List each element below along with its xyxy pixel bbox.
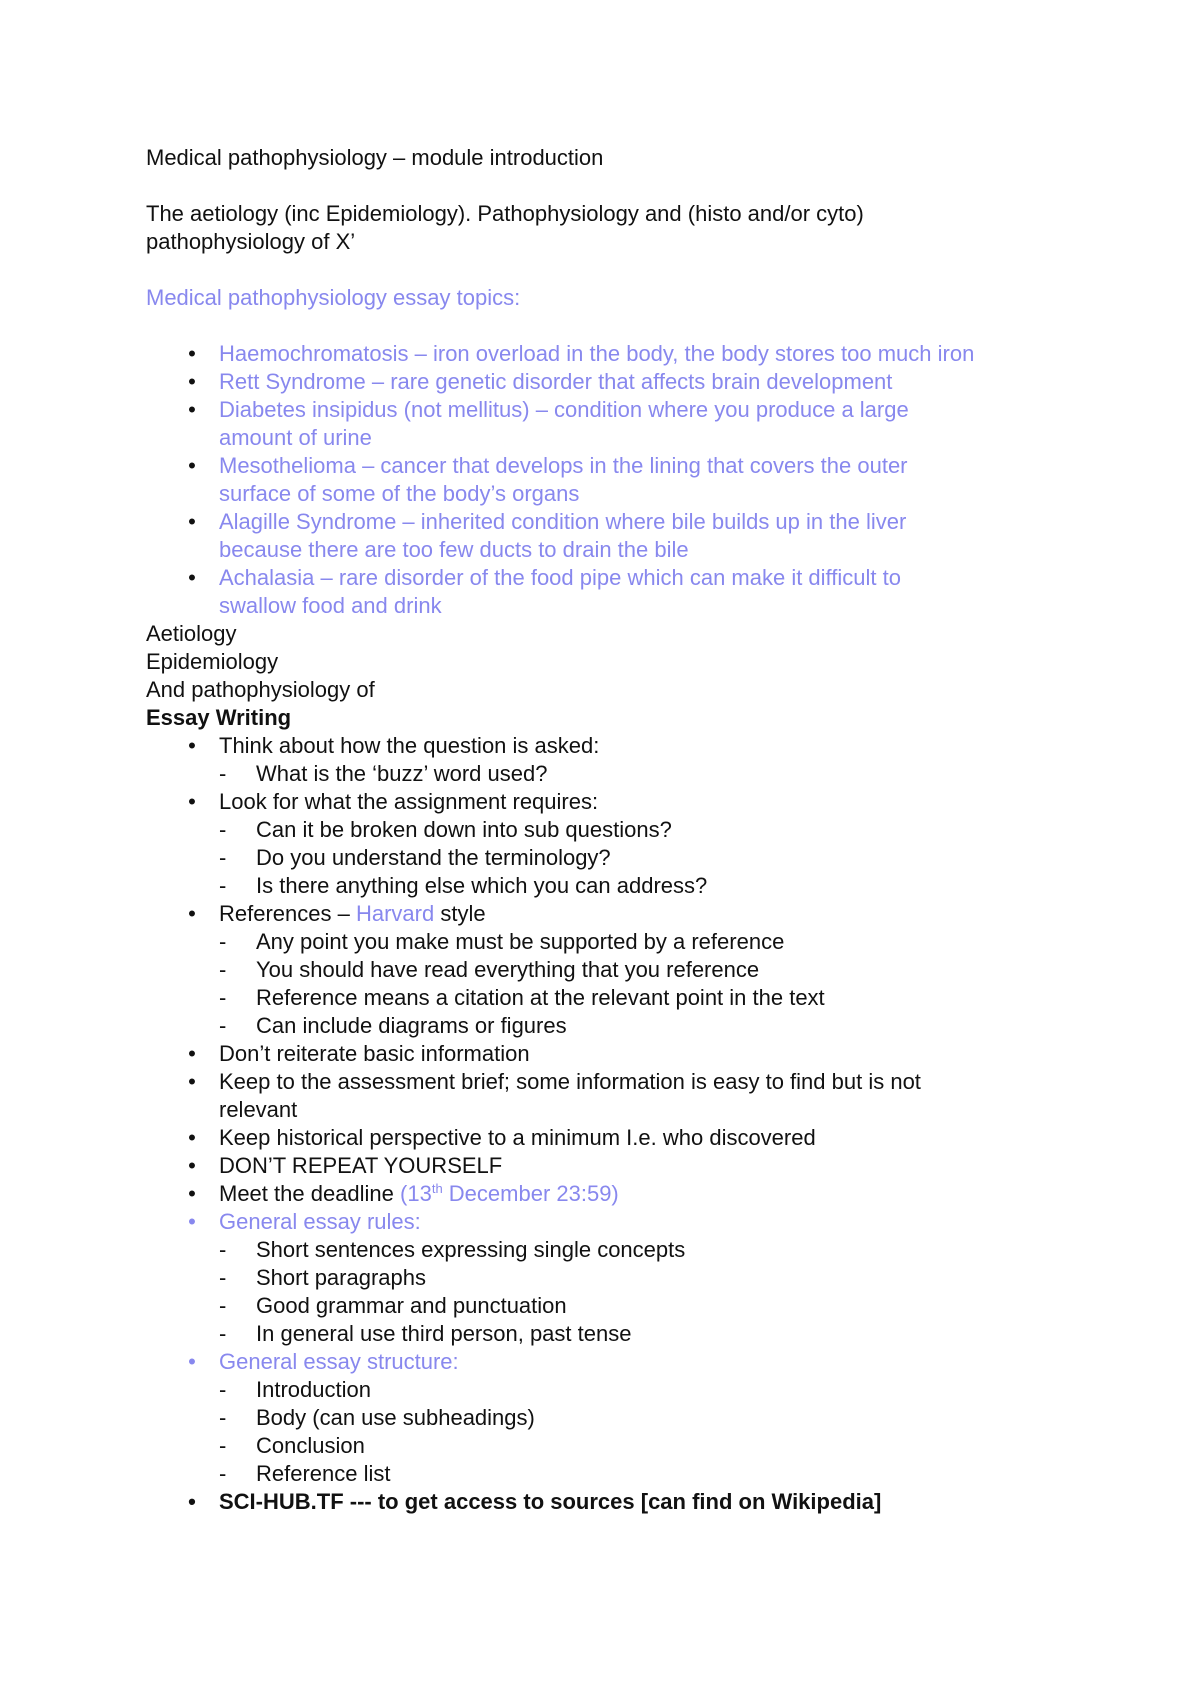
- sub-item-text: What is the ‘buzz’ word used?: [256, 761, 548, 786]
- sub-item: [146, 1460, 1086, 1488]
- bullet-icon: •: [188, 509, 196, 534]
- bullet-icon: •: [188, 565, 196, 590]
- pathophysiology-label: And pathophysiology of: [146, 677, 375, 702]
- document-page: [146, 144, 1086, 1516]
- list-item-label: General essay structure:: [219, 1349, 459, 1374]
- sub-item: [146, 1264, 1086, 1292]
- sub-item: [146, 956, 1086, 984]
- deadline-prefix: Meet the deadline: [219, 1181, 401, 1206]
- topic-list-item: [146, 340, 1086, 368]
- list-item-look: [146, 788, 1086, 816]
- topic-text-line: Haemochromatosis – iron overload in the body, the body stores too much iron: [219, 341, 975, 366]
- dash-icon: -: [219, 1265, 227, 1290]
- topics-heading: Medical pathophysiology essay topics:: [146, 285, 521, 310]
- list-item-label-line-2: relevant: [219, 1097, 298, 1122]
- bullet-icon: •: [188, 789, 196, 814]
- dash-icon: -: [219, 873, 227, 898]
- sub-item: [146, 1376, 1086, 1404]
- list-item-brief: [146, 1068, 1086, 1124]
- topic-text-line: swallow food and drink: [219, 593, 442, 618]
- list-item-label: Don’t reiterate basic information: [219, 1041, 530, 1066]
- sub-item: [146, 1320, 1086, 1348]
- topic-list-item: [146, 564, 1086, 620]
- bullet-icon: •: [188, 397, 196, 422]
- dash-icon: -: [219, 1405, 227, 1430]
- sub-item-text: Body (can use subheadings): [256, 1405, 535, 1430]
- intro-line-2: pathophysiology of X’: [146, 229, 356, 254]
- sub-item: [146, 1012, 1086, 1040]
- sub-item-text: Introduction: [256, 1377, 371, 1402]
- topic-list-item: [146, 368, 1086, 396]
- sub-item: [146, 816, 1086, 844]
- sub-item-text: Reference list: [256, 1461, 391, 1486]
- bullet-icon: •: [188, 1125, 196, 1150]
- topic-text-line: Mesothelioma – cancer that develops in the lining that covers the outer: [219, 453, 908, 478]
- sub-item-text: Is there anything else which you can address?: [256, 873, 708, 898]
- sub-item-text: Reference means a citation at the relevant point in the text: [256, 985, 825, 1010]
- list-item-rules: [146, 1208, 1086, 1236]
- dash-icon: -: [219, 1013, 227, 1038]
- sub-item: [146, 760, 1086, 788]
- intro-line-1: The aetiology (inc Epidemiology). Pathophysiology and (histo and/or cyto): [146, 201, 864, 226]
- deadline-rest: December 23:59): [442, 1181, 619, 1206]
- dash-icon: -: [219, 1377, 227, 1402]
- spacer: [146, 312, 1086, 340]
- topic-text-line: amount of urine: [219, 425, 372, 450]
- deadline-date: [400, 1181, 619, 1206]
- sub-item: [146, 984, 1086, 1012]
- sub-item-text: Do you understand the terminology?: [256, 845, 611, 870]
- topic-text-line: Rett Syndrome – rare genetic disorder that affects brain development: [219, 369, 893, 394]
- sub-item-text: Conclusion: [256, 1433, 365, 1458]
- list-item-label: Look for what the assignment requires:: [219, 789, 599, 814]
- references-prefix: References –: [219, 901, 356, 926]
- sub-item-text: Short sentences expressing single concepts: [256, 1237, 686, 1262]
- aetiology-label: Aetiology: [146, 621, 237, 646]
- list-item-repeat: [146, 1152, 1086, 1180]
- sub-item: [146, 872, 1086, 900]
- list-item-label: SCI-HUB.TF --- to get access to sources [can find on Wikipedia]: [219, 1489, 882, 1514]
- harvard-link[interactable]: Harvard: [355, 901, 435, 926]
- list-item-structure: [146, 1348, 1086, 1376]
- sub-item-text: Any point you make must be supported by a reference: [256, 929, 785, 954]
- bullet-icon: •: [188, 341, 196, 366]
- sub-item: [146, 1292, 1086, 1320]
- dash-icon: -: [219, 985, 227, 1010]
- list-item-label: General essay rules:: [219, 1209, 421, 1234]
- list-item-scihub: [146, 1488, 1086, 1516]
- sub-item-text: In general use third person, past tense: [256, 1321, 632, 1346]
- bullet-icon: •: [188, 1349, 196, 1374]
- deadline-day: (13: [400, 1181, 432, 1206]
- epidemiology-label: Epidemiology: [146, 649, 279, 674]
- bullet-icon: •: [188, 733, 196, 758]
- bullet-icon: •: [188, 1153, 196, 1178]
- list-item-label-line-1: Keep to the assessment brief; some information is easy to find but is not: [219, 1069, 921, 1094]
- list-item-label: Think about how the question is asked:: [219, 733, 600, 758]
- document-title: Medical pathophysiology – module introduction: [146, 145, 604, 170]
- topic-list-item: [146, 452, 1086, 508]
- spacer: [146, 256, 1086, 284]
- topic-list-item: [146, 396, 1086, 452]
- sub-item-text: Good grammar and punctuation: [256, 1293, 567, 1318]
- bullet-icon: •: [188, 1041, 196, 1066]
- dash-icon: -: [219, 1433, 227, 1458]
- dash-icon: -: [219, 761, 227, 786]
- bullet-icon: •: [188, 453, 196, 478]
- spacer: [146, 172, 1086, 200]
- list-item-reiterate: [146, 1040, 1086, 1068]
- dash-icon: -: [219, 845, 227, 870]
- sub-item: [146, 928, 1086, 956]
- topic-text-line: Achalasia – rare disorder of the food pipe which can make it difficult to: [219, 565, 901, 590]
- dash-icon: -: [219, 1321, 227, 1346]
- list-item-think: [146, 732, 1086, 760]
- bullet-icon: •: [188, 1489, 196, 1514]
- essay-writing-heading: Essay Writing: [146, 705, 292, 730]
- sub-item-text: Can include diagrams or figures: [256, 1013, 567, 1038]
- topic-text-line: Diabetes insipidus (not mellitus) – condition where you produce a large: [219, 397, 909, 422]
- dash-icon: -: [219, 957, 227, 982]
- bullet-icon: •: [188, 901, 196, 926]
- bullet-icon: •: [188, 369, 196, 394]
- list-item-label: DON’T REPEAT YOURSELF: [219, 1153, 503, 1178]
- sub-item-text: Can it be broken down into sub questions?: [256, 817, 672, 842]
- topic-text-line: because there are too few ducts to drain the bile: [219, 537, 689, 562]
- references-suffix: style: [434, 901, 486, 926]
- bullet-icon: •: [188, 1069, 196, 1094]
- bullet-icon: •: [188, 1209, 196, 1234]
- deadline-ordinal: th: [431, 1181, 443, 1196]
- list-item-deadline: [146, 1180, 1086, 1208]
- dash-icon: -: [219, 817, 227, 842]
- topic-text-line: surface of some of the body’s organs: [219, 481, 580, 506]
- essay-writing-list: [146, 732, 1086, 1516]
- list-item-references: [146, 900, 1086, 928]
- dash-icon: -: [219, 1293, 227, 1318]
- list-item-label: Keep historical perspective to a minimum I.e. who discovered: [219, 1125, 816, 1150]
- sub-item-text: Short paragraphs: [256, 1265, 426, 1290]
- sub-item: [146, 1236, 1086, 1264]
- sub-item: [146, 844, 1086, 872]
- dash-icon: -: [219, 929, 227, 954]
- sub-item: [146, 1404, 1086, 1432]
- dash-icon: -: [219, 1237, 227, 1262]
- topic-text-line: Alagille Syndrome – inherited condition where bile builds up in the liver: [219, 509, 907, 534]
- sub-item-text: You should have read everything that you reference: [256, 957, 760, 982]
- topic-list-item: [146, 508, 1086, 564]
- bullet-icon: •: [188, 1181, 196, 1206]
- dash-icon: -: [219, 1461, 227, 1486]
- list-item-historical: [146, 1124, 1086, 1152]
- topics-list: [146, 340, 1086, 620]
- sub-item: [146, 1432, 1086, 1460]
